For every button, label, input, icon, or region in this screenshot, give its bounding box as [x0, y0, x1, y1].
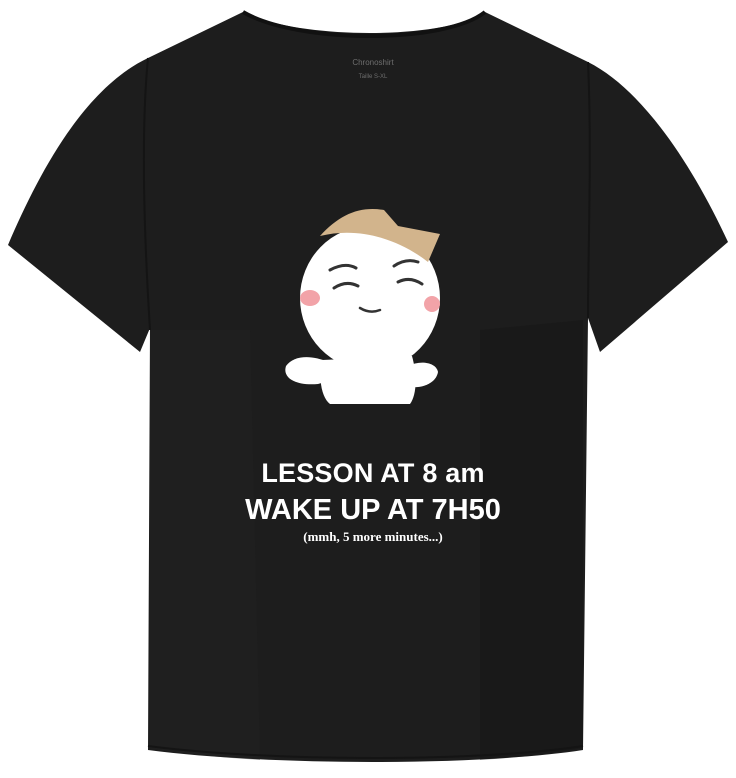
print-line-3: (mmh, 5 more minutes...)	[303, 529, 443, 544]
print-line-1: LESSON AT 8 am	[261, 458, 485, 488]
print-line-2: WAKE UP AT 7H50	[245, 494, 501, 526]
neck-label-brand: Chronoshirt	[352, 58, 394, 67]
neck-label-size: Taille S-XL	[358, 74, 388, 80]
